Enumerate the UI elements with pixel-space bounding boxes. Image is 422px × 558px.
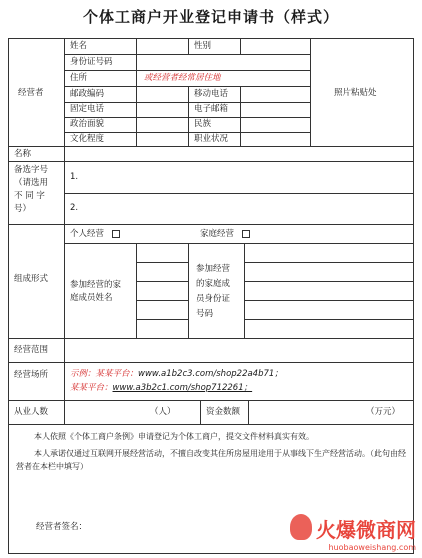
political-status-label: 政治面貌 [70, 119, 105, 129]
education-label: 文化程度 [70, 134, 105, 144]
family-checkbox[interactable] [242, 230, 250, 238]
occupation-label: 职业状况 [194, 134, 229, 144]
family-ids-label: 的家庭成 [196, 279, 231, 289]
divider [244, 319, 414, 320]
location-example-1 [70, 369, 283, 379]
divider [200, 400, 201, 424]
divider [8, 146, 414, 147]
family-ids-label: 参加经营 [196, 264, 231, 274]
form-title: 个体工商户开业登记申请书（样式） [82, 8, 339, 26]
employees-label: 从业人数 [14, 407, 49, 417]
location-example-2 [70, 383, 252, 393]
personal-checkbox[interactable] [112, 230, 120, 238]
divider [244, 243, 245, 338]
personal-option[interactable] [70, 229, 120, 239]
divider [244, 281, 414, 282]
table-border-top [8, 38, 414, 39]
flame-icon [290, 514, 312, 540]
business-location-label: 经营场所 [14, 370, 49, 380]
divider [8, 338, 414, 339]
divider [244, 262, 414, 263]
divider [248, 400, 249, 424]
declaration-text: 本人依照《个体工商户条例》申请登记为个体工商户，提交文件材料真实有效。 [34, 432, 314, 441]
alt-name-option-2: 2. [70, 203, 79, 213]
divider [64, 102, 310, 103]
divider [8, 424, 414, 425]
divider [8, 224, 414, 225]
capital-label: 资金数额 [206, 407, 241, 417]
photo-area-label: 照片粘贴处 [334, 88, 377, 98]
signature-label: 经营者签名： [36, 522, 88, 532]
divider [64, 224, 65, 338]
divider [240, 38, 241, 54]
divider [188, 243, 189, 338]
divider [64, 54, 310, 55]
divider [64, 117, 310, 118]
alt-name-option-1: 1. [70, 172, 79, 182]
id-number-label: 身份证号码 [70, 57, 113, 67]
divider [136, 281, 188, 282]
divider [136, 319, 188, 320]
divider [244, 300, 414, 301]
composition-label: 组成形式 [14, 274, 49, 284]
divider [64, 400, 65, 424]
table-border-bottom [8, 553, 414, 554]
divider [64, 132, 310, 133]
name-label: 姓名 [70, 41, 88, 51]
divider [8, 362, 414, 363]
alt-name-label: 备选字号 [14, 165, 49, 175]
divider [64, 193, 414, 194]
mobile-label: 移动电话 [194, 89, 229, 99]
divider [64, 338, 65, 400]
business-name-label: 名称 [14, 149, 32, 159]
divider [8, 161, 414, 162]
divider [64, 86, 310, 87]
gender-label: 性别 [194, 41, 212, 51]
table-border-right [413, 38, 414, 554]
commitment-text: 本人承诺仅通过互联网开展经营活动，不擅自改变其住所房屋用途用于从事线下生产经营活动。（此句由经营者在本栏中填写） [16, 449, 406, 471]
operator-section-label: 经营者 [18, 88, 44, 98]
address-example: 或经营者经常居住地 [144, 73, 221, 83]
divider [188, 86, 189, 146]
divider [136, 300, 188, 301]
location-example-url: www.a3b2c1.com/shop712261； [112, 383, 253, 393]
family-option[interactable] [200, 229, 250, 239]
capital-unit: （万元） [366, 407, 401, 417]
postcode-label: 邮政编码 [70, 89, 105, 99]
alt-name-label: 不 同 字 [14, 191, 45, 201]
divider [64, 146, 65, 224]
divider [188, 38, 189, 54]
family-members-label: 庭成员姓名 [70, 293, 113, 303]
table-border-left [8, 38, 9, 554]
divider [136, 243, 137, 338]
divider [310, 38, 311, 146]
location-example-prefix: 示例：某某平台： [70, 369, 139, 379]
location-example-prefix: 某某平台： [70, 383, 113, 393]
watermark [316, 514, 416, 552]
divider [64, 243, 414, 244]
divider [240, 86, 241, 146]
location-example-url: www.a1b2c3.com/shop22a4b71； [138, 369, 283, 379]
family-ids-label: 号码 [196, 309, 214, 319]
personal-option-label: 个人经营 [70, 229, 105, 239]
divider [8, 400, 414, 401]
ethnic-label: 民族 [194, 119, 212, 129]
watermark-url: huobaoweishang.com [328, 543, 416, 552]
family-members-label: 参加经营的家 [70, 280, 122, 290]
business-scope-label: 经营范围 [14, 345, 49, 355]
alt-name-label: 号） [14, 204, 32, 214]
alt-name-label: （请选用 [14, 178, 49, 188]
family-ids-label: 员身份证 [196, 294, 231, 304]
divider [64, 70, 310, 71]
divider [136, 262, 188, 263]
family-option-label: 家庭经营 [200, 229, 235, 239]
email-label: 电子邮箱 [194, 104, 229, 114]
employees-unit: （人） [150, 407, 176, 417]
phone-label: 固定电话 [70, 104, 105, 114]
watermark-title: 火爆微商网 [316, 518, 416, 542]
address-label: 住所 [70, 73, 88, 83]
